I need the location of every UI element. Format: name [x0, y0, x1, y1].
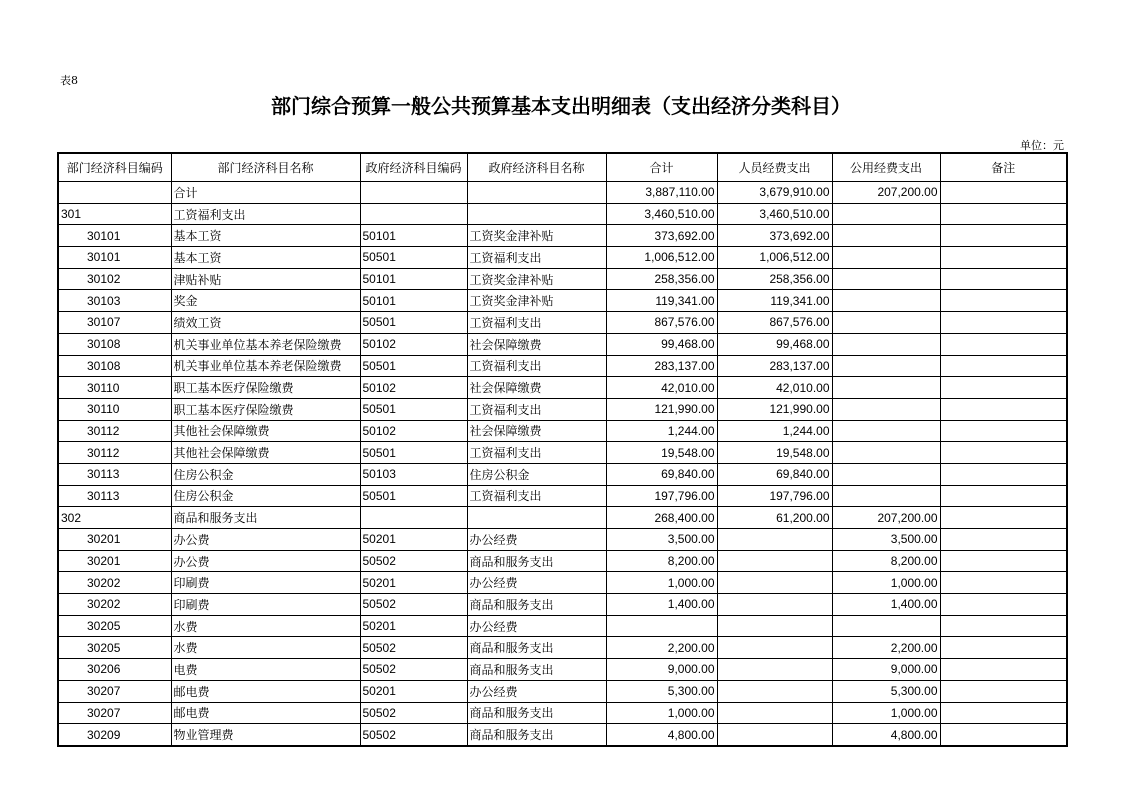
dept-name-cell: 职工基本医疗保险缴费 [171, 398, 360, 420]
note-cell [940, 312, 1067, 334]
total-cell: 3,460,510.00 [606, 203, 717, 225]
personnel-cell: 1,244.00 [717, 420, 832, 442]
note-cell [940, 594, 1067, 616]
personnel-cell: 197,796.00 [717, 485, 832, 507]
gov-name-cell: 办公经费 [467, 529, 606, 551]
table-row [58, 182, 1067, 204]
personnel-cell: 42,010.00 [717, 377, 832, 399]
column-header: 部门经济科目名称 [171, 153, 360, 182]
table-row [58, 463, 1067, 485]
note-cell [940, 420, 1067, 442]
gov-name-cell: 商品和服务支出 [467, 702, 606, 724]
note-cell [940, 680, 1067, 702]
public-cell: 5,300.00 [832, 680, 940, 702]
table-row [58, 398, 1067, 420]
gov-name-cell: 办公经费 [467, 680, 606, 702]
personnel-cell: 3,679,910.00 [717, 182, 832, 204]
column-header: 部门经济科目编码 [58, 153, 171, 182]
gov-name-cell: 办公经费 [467, 572, 606, 594]
dept-code-cell: 30201 [58, 529, 171, 551]
gov-name-cell: 工资福利支出 [467, 247, 606, 269]
dept-name-cell: 电费 [171, 659, 360, 681]
dept-code-cell: 30113 [58, 485, 171, 507]
table-row [58, 594, 1067, 616]
dept-name-cell: 职工基本医疗保险缴费 [171, 377, 360, 399]
gov-name-cell [467, 182, 606, 204]
total-cell: 1,244.00 [606, 420, 717, 442]
gov-code-cell: 50501 [360, 247, 467, 269]
personnel-cell [717, 702, 832, 724]
personnel-cell: 69,840.00 [717, 463, 832, 485]
dept-name-cell: 合计 [171, 182, 360, 204]
note-cell [940, 572, 1067, 594]
gov-name-cell: 工资福利支出 [467, 398, 606, 420]
note-cell [940, 377, 1067, 399]
total-cell: 3,500.00 [606, 529, 717, 551]
gov-name-cell: 商品和服务支出 [467, 637, 606, 659]
public-cell: 1,400.00 [832, 594, 940, 616]
total-cell: 3,887,110.00 [606, 182, 717, 204]
personnel-cell: 19,548.00 [717, 442, 832, 464]
table-row [58, 203, 1067, 225]
dept-code-cell: 30112 [58, 442, 171, 464]
gov-name-cell: 工资福利支出 [467, 312, 606, 334]
table-row [58, 615, 1067, 637]
dept-code-cell [58, 182, 171, 204]
table-row [58, 572, 1067, 594]
note-cell [940, 182, 1067, 204]
public-cell [832, 485, 940, 507]
gov-code-cell: 50201 [360, 680, 467, 702]
dept-name-cell: 其他社会保障缴费 [171, 442, 360, 464]
personnel-cell: 61,200.00 [717, 507, 832, 529]
dept-name-cell: 奖金 [171, 290, 360, 312]
gov-name-cell [467, 203, 606, 225]
dept-name-cell: 绩效工资 [171, 312, 360, 334]
public-cell [832, 398, 940, 420]
gov-name-cell: 工资福利支出 [467, 485, 606, 507]
personnel-cell [717, 659, 832, 681]
total-cell: 99,468.00 [606, 333, 717, 355]
gov-name-cell: 工资奖金津补贴 [467, 268, 606, 290]
gov-code-cell: 50502 [360, 550, 467, 572]
table-row [58, 659, 1067, 681]
dept-name-cell: 印刷费 [171, 594, 360, 616]
dept-code-cell: 30101 [58, 225, 171, 247]
note-cell [940, 203, 1067, 225]
public-cell: 4,800.00 [832, 724, 940, 746]
column-header: 政府经济科目名称 [467, 153, 606, 182]
dept-name-cell: 水费 [171, 615, 360, 637]
total-cell: 69,840.00 [606, 463, 717, 485]
total-cell: 8,200.00 [606, 550, 717, 572]
note-cell [940, 268, 1067, 290]
gov-name-cell: 工资奖金津补贴 [467, 225, 606, 247]
gov-code-cell: 50103 [360, 463, 467, 485]
column-header: 人员经费支出 [717, 153, 832, 182]
gov-code-cell: 50101 [360, 268, 467, 290]
dept-code-cell: 30110 [58, 377, 171, 399]
personnel-cell: 1,006,512.00 [717, 247, 832, 269]
gov-name-cell: 社会保障缴费 [467, 377, 606, 399]
note-cell [940, 529, 1067, 551]
dept-code-cell: 30205 [58, 637, 171, 659]
public-cell: 3,500.00 [832, 529, 940, 551]
note-cell [940, 290, 1067, 312]
table-row [58, 724, 1067, 746]
dept-code-cell: 30207 [58, 702, 171, 724]
dept-name-cell: 办公费 [171, 529, 360, 551]
note-cell [940, 398, 1067, 420]
dept-name-cell: 其他社会保障缴费 [171, 420, 360, 442]
table-row [58, 420, 1067, 442]
dept-code-cell: 302 [58, 507, 171, 529]
gov-code-cell: 50101 [360, 290, 467, 312]
table-row [58, 529, 1067, 551]
personnel-cell [717, 550, 832, 572]
gov-code-cell: 50502 [360, 594, 467, 616]
total-cell: 19,548.00 [606, 442, 717, 464]
table-row [58, 333, 1067, 355]
total-cell: 4,800.00 [606, 724, 717, 746]
dept-name-cell: 物业管理费 [171, 724, 360, 746]
public-cell: 1,000.00 [832, 572, 940, 594]
gov-name-cell: 工资福利支出 [467, 355, 606, 377]
public-cell: 9,000.00 [832, 659, 940, 681]
public-cell [832, 463, 940, 485]
dept-name-cell: 住房公积金 [171, 485, 360, 507]
gov-name-cell: 住房公积金 [467, 463, 606, 485]
table-row [58, 637, 1067, 659]
dept-code-cell: 30113 [58, 463, 171, 485]
personnel-cell [717, 594, 832, 616]
total-cell: 9,000.00 [606, 659, 717, 681]
dept-code-cell: 30108 [58, 355, 171, 377]
table-row [58, 268, 1067, 290]
gov-name-cell: 工资福利支出 [467, 442, 606, 464]
personnel-cell [717, 529, 832, 551]
dept-code-cell: 30110 [58, 398, 171, 420]
dept-name-cell: 机关事业单位基本养老保险缴费 [171, 355, 360, 377]
note-cell [940, 247, 1067, 269]
gov-name-cell: 社会保障缴费 [467, 333, 606, 355]
note-cell [940, 333, 1067, 355]
unit-label: 单位：元 [1020, 139, 1064, 152]
personnel-cell: 99,468.00 [717, 333, 832, 355]
gov-code-cell: 50501 [360, 485, 467, 507]
gov-name-cell: 办公经费 [467, 615, 606, 637]
column-header: 政府经济科目编码 [360, 153, 467, 182]
gov-code-cell: 50501 [360, 312, 467, 334]
total-cell: 119,341.00 [606, 290, 717, 312]
table-row [58, 680, 1067, 702]
expenditure-table [57, 152, 1068, 747]
gov-name-cell [467, 507, 606, 529]
public-cell [832, 420, 940, 442]
table-row [58, 702, 1067, 724]
personnel-cell [717, 724, 832, 746]
gov-code-cell: 50501 [360, 355, 467, 377]
note-cell [940, 507, 1067, 529]
table-row [58, 355, 1067, 377]
table-row [58, 377, 1067, 399]
dept-code-cell: 30202 [58, 572, 171, 594]
dept-name-cell: 工资福利支出 [171, 203, 360, 225]
personnel-cell [717, 615, 832, 637]
table-row [58, 485, 1067, 507]
dept-code-cell: 30205 [58, 615, 171, 637]
public-cell: 2,200.00 [832, 637, 940, 659]
dept-name-cell: 津贴补贴 [171, 268, 360, 290]
personnel-cell: 283,137.00 [717, 355, 832, 377]
dept-code-cell: 30108 [58, 333, 171, 355]
public-cell [832, 203, 940, 225]
table-row [58, 290, 1067, 312]
total-cell: 867,576.00 [606, 312, 717, 334]
total-cell: 121,990.00 [606, 398, 717, 420]
gov-code-cell: 50201 [360, 529, 467, 551]
gov-name-cell: 商品和服务支出 [467, 594, 606, 616]
table-row [58, 442, 1067, 464]
public-cell [832, 377, 940, 399]
note-cell [940, 463, 1067, 485]
dept-code-cell: 301 [58, 203, 171, 225]
dept-code-cell: 30206 [58, 659, 171, 681]
note-cell [940, 724, 1067, 746]
public-cell: 1,000.00 [832, 702, 940, 724]
table-number: 表8 [60, 74, 78, 87]
dept-name-cell: 印刷费 [171, 572, 360, 594]
gov-code-cell: 50201 [360, 572, 467, 594]
page-title: 部门综合预算一般公共预算基本支出明细表（支出经济分类科目） [271, 94, 851, 118]
gov-code-cell: 50502 [360, 724, 467, 746]
public-cell [832, 312, 940, 334]
dept-code-cell: 30112 [58, 420, 171, 442]
column-header: 合计 [606, 153, 717, 182]
total-cell: 5,300.00 [606, 680, 717, 702]
table-row [58, 247, 1067, 269]
total-cell: 1,000.00 [606, 572, 717, 594]
total-cell: 258,356.00 [606, 268, 717, 290]
total-cell [606, 615, 717, 637]
public-cell [832, 225, 940, 247]
total-cell: 373,692.00 [606, 225, 717, 247]
gov-code-cell: 50502 [360, 659, 467, 681]
personnel-cell [717, 680, 832, 702]
personnel-cell [717, 637, 832, 659]
public-cell [832, 333, 940, 355]
gov-code-cell: 50502 [360, 702, 467, 724]
dept-code-cell: 30101 [58, 247, 171, 269]
table-row [58, 225, 1067, 247]
public-cell: 207,200.00 [832, 182, 940, 204]
total-cell: 1,000.00 [606, 702, 717, 724]
dept-code-cell: 30102 [58, 268, 171, 290]
gov-name-cell: 商品和服务支出 [467, 550, 606, 572]
dept-name-cell: 邮电费 [171, 702, 360, 724]
table-row [58, 550, 1067, 572]
dept-name-cell: 机关事业单位基本养老保险缴费 [171, 333, 360, 355]
public-cell [832, 247, 940, 269]
dept-name-cell: 邮电费 [171, 680, 360, 702]
note-cell [940, 637, 1067, 659]
table-body [58, 182, 1067, 746]
gov-code-cell [360, 182, 467, 204]
column-header: 公用经费支出 [832, 153, 940, 182]
personnel-cell: 867,576.00 [717, 312, 832, 334]
personnel-cell: 3,460,510.00 [717, 203, 832, 225]
dept-name-cell: 基本工资 [171, 247, 360, 269]
personnel-cell: 119,341.00 [717, 290, 832, 312]
note-cell [940, 615, 1067, 637]
gov-code-cell [360, 507, 467, 529]
total-cell: 1,400.00 [606, 594, 717, 616]
table-row [58, 507, 1067, 529]
note-cell [940, 442, 1067, 464]
gov-code-cell: 50201 [360, 615, 467, 637]
note-cell [940, 659, 1067, 681]
total-cell: 1,006,512.00 [606, 247, 717, 269]
table-row [58, 312, 1067, 334]
gov-code-cell: 50501 [360, 398, 467, 420]
gov-name-cell: 商品和服务支出 [467, 724, 606, 746]
gov-code-cell: 50502 [360, 637, 467, 659]
dept-name-cell: 基本工资 [171, 225, 360, 247]
gov-code-cell [360, 203, 467, 225]
dept-code-cell: 30107 [58, 312, 171, 334]
note-cell [940, 702, 1067, 724]
dept-name-cell: 水费 [171, 637, 360, 659]
dept-code-cell: 30209 [58, 724, 171, 746]
dept-code-cell: 30201 [58, 550, 171, 572]
personnel-cell: 258,356.00 [717, 268, 832, 290]
dept-name-cell: 商品和服务支出 [171, 507, 360, 529]
public-cell [832, 268, 940, 290]
total-cell: 197,796.00 [606, 485, 717, 507]
note-cell [940, 550, 1067, 572]
dept-code-cell: 30103 [58, 290, 171, 312]
public-cell [832, 442, 940, 464]
dept-code-cell: 30202 [58, 594, 171, 616]
gov-code-cell: 50102 [360, 333, 467, 355]
personnel-cell: 373,692.00 [717, 225, 832, 247]
gov-code-cell: 50102 [360, 420, 467, 442]
gov-code-cell: 50501 [360, 442, 467, 464]
gov-code-cell: 50102 [360, 377, 467, 399]
note-cell [940, 355, 1067, 377]
public-cell: 207,200.00 [832, 507, 940, 529]
gov-name-cell: 工资奖金津补贴 [467, 290, 606, 312]
dept-name-cell: 住房公积金 [171, 463, 360, 485]
dept-code-cell: 30207 [58, 680, 171, 702]
total-cell: 2,200.00 [606, 637, 717, 659]
note-cell [940, 485, 1067, 507]
total-cell: 42,010.00 [606, 377, 717, 399]
gov-code-cell: 50101 [360, 225, 467, 247]
table-header-row [58, 153, 1067, 182]
public-cell [832, 290, 940, 312]
public-cell [832, 355, 940, 377]
total-cell: 268,400.00 [606, 507, 717, 529]
column-header: 备注 [940, 153, 1067, 182]
personnel-cell: 121,990.00 [717, 398, 832, 420]
public-cell [832, 615, 940, 637]
total-cell: 283,137.00 [606, 355, 717, 377]
gov-name-cell: 社会保障缴费 [467, 420, 606, 442]
note-cell [940, 225, 1067, 247]
public-cell: 8,200.00 [832, 550, 940, 572]
gov-name-cell: 商品和服务支出 [467, 659, 606, 681]
personnel-cell [717, 572, 832, 594]
dept-name-cell: 办公费 [171, 550, 360, 572]
